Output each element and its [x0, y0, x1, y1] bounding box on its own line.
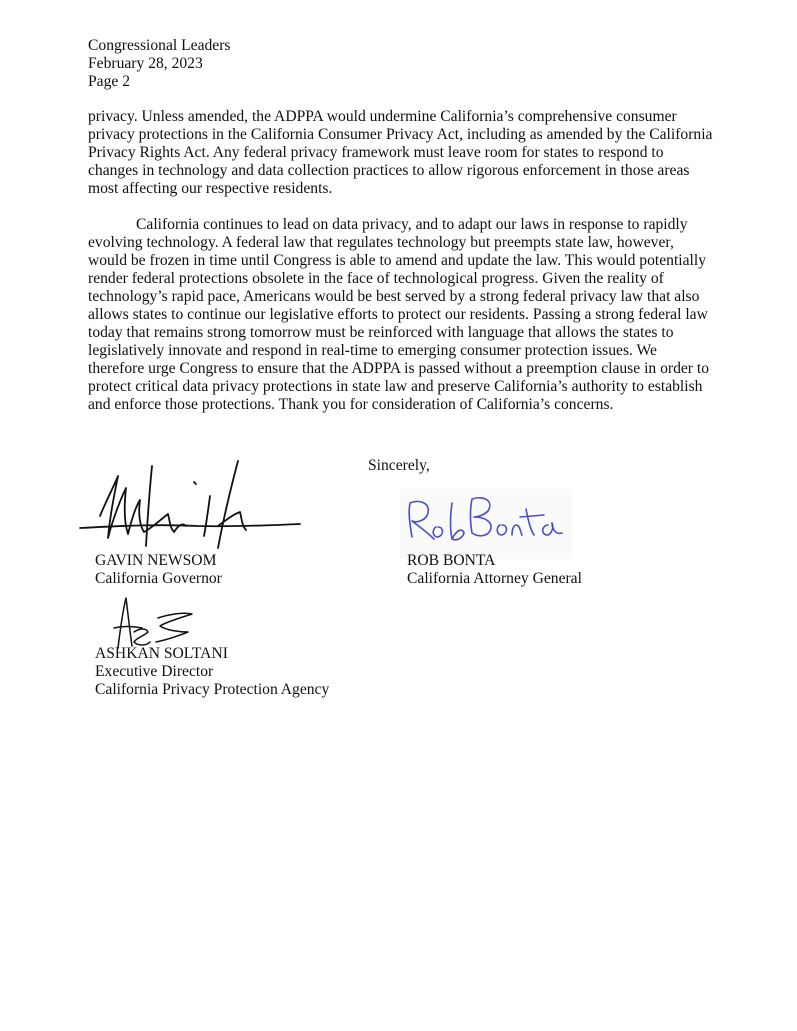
header-page-number: Page 2 — [88, 73, 131, 90]
signatory-name: ROB BONTA — [407, 552, 496, 569]
newsom-signature-image — [78, 456, 308, 551]
signatory-title: California Governor — [95, 570, 222, 587]
letter-body — [88, 108, 716, 432]
header-recipient: Congressional Leaders — [88, 37, 231, 54]
signatory-bonta — [407, 552, 582, 588]
signatory-title: California Attorney General — [407, 570, 582, 587]
signatory-soltani — [95, 645, 329, 699]
signatory-title: Executive Director — [95, 663, 214, 680]
letter-header — [88, 37, 508, 91]
signatory-name: GAVIN NEWSOM — [95, 552, 217, 569]
signatory-organization: California Privacy Protection Agency — [95, 681, 330, 698]
body-paragraph-1: privacy. Unless amended, the ADPPA would undermine California’s comprehensive consumer privacy protections in the California Consumer Privacy Act, including as amended by the California Privacy Rights Act. Any federal privacy framework must leave room for states to respond to changes in technology and data collection practices to allow rigorous enforcement in those areas most affecting our respective residents. — [88, 108, 713, 197]
body-paragraph-2: California continues to lead on data privacy, and to adapt our laws in response to rapidly evolving technology. A federal law that regulates technology but preempts state law, however, would be frozen in time until Congress is able to amend and update the law. This would potentially render federal protections obsolete in the face of technological progress. Given the reality of technology’s rapid pace, Americans would be best served by a strong federal privacy law that also allows states to continue our legislative efforts to protect our residents. Passing a strong federal law today that remains strong tomorrow must be reinforced with language that allows the states to legislatively innovate and respond in real-time to emerging consumer protection issues. We therefore urge Congress to ensure that the ADPPA is passed without a preemption clause in order to protect critical data privacy protections in state law and preserve California’s authority to establish and enforce those protections. Thank you for consideration of California’s concerns. — [88, 216, 710, 413]
closing-salutation: Sincerely, — [368, 457, 430, 474]
header-date: February 28, 2023 — [88, 55, 203, 72]
signatory-name: ASHKAN SOLTANI — [95, 645, 228, 662]
soltani-signature-image — [104, 592, 194, 652]
bonta-signature-image — [400, 489, 572, 559]
signatory-newsom — [95, 552, 222, 588]
